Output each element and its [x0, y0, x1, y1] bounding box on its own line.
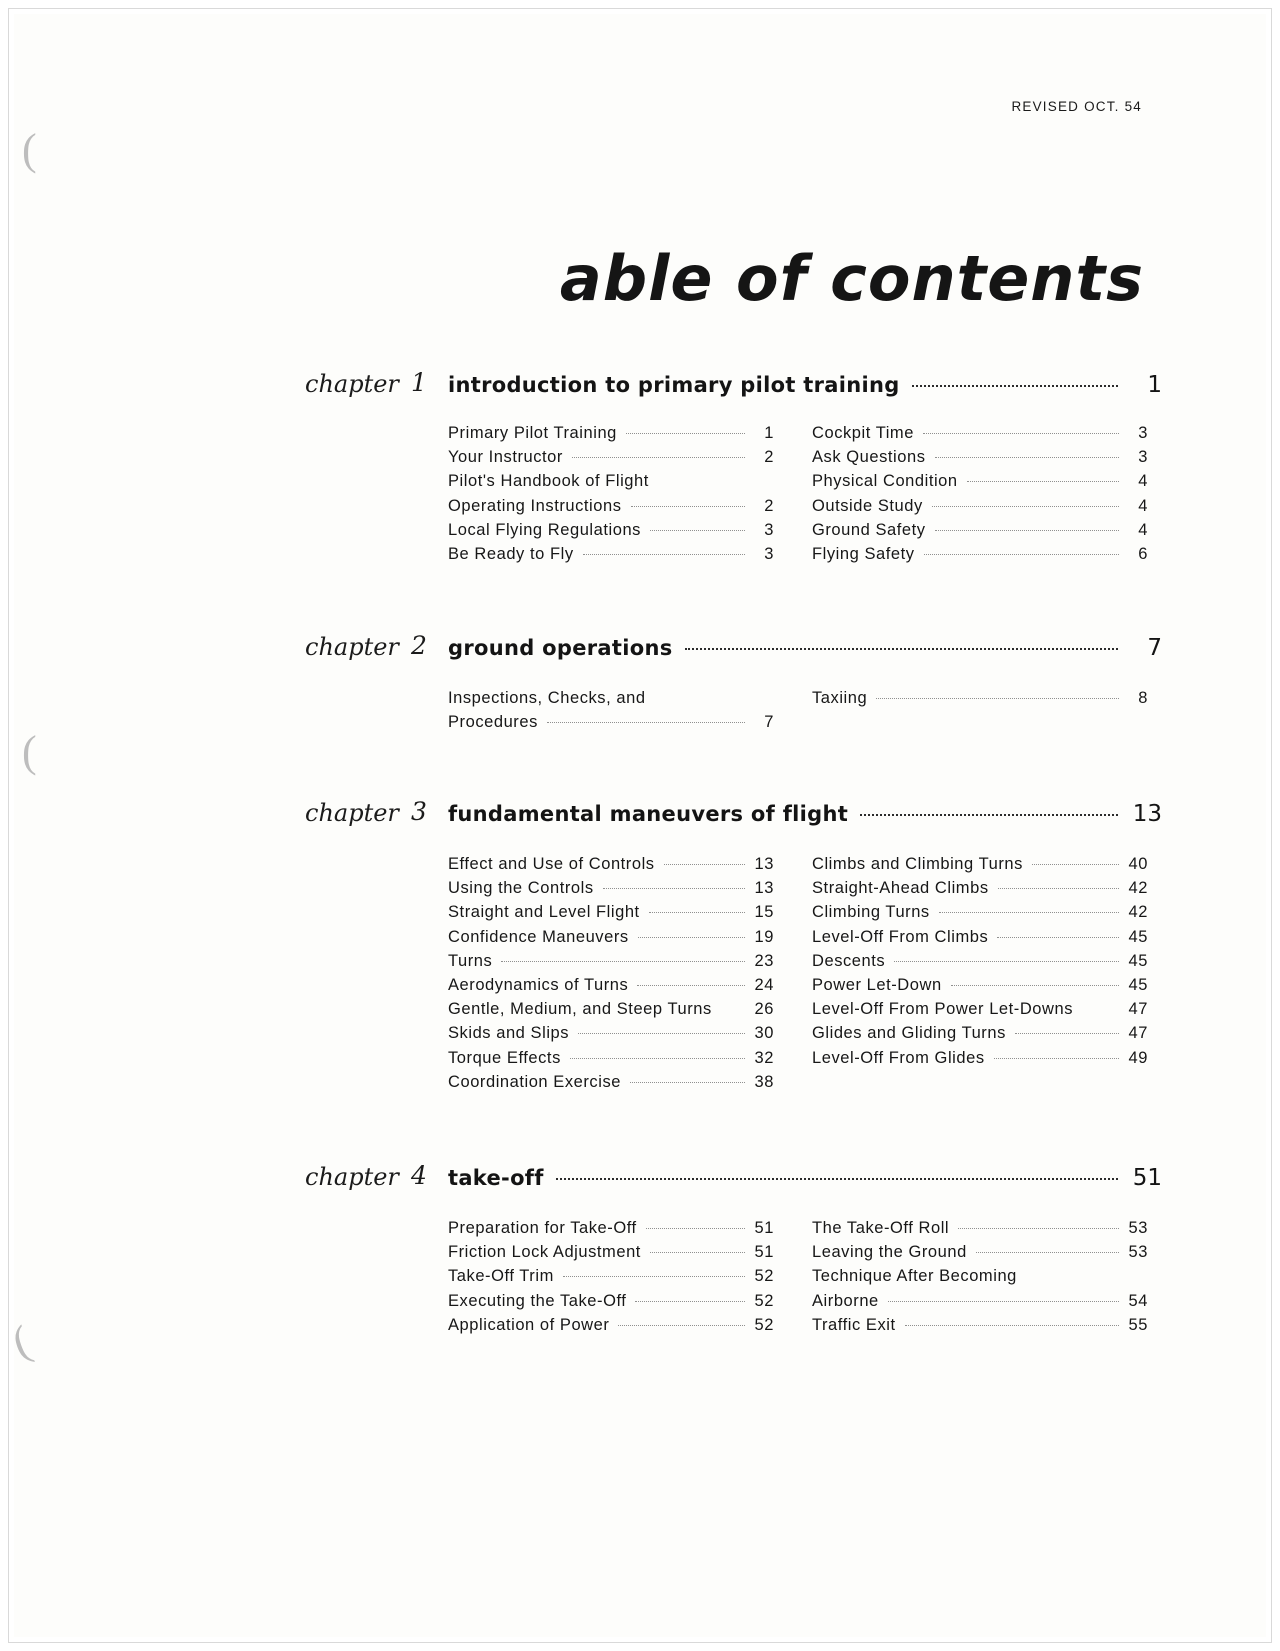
entry-dot-leader [976, 1252, 1119, 1253]
entry-dot-leader [935, 530, 1119, 531]
entry-label: Executing the Take-Off [448, 1291, 627, 1310]
toc-entry[interactable] [448, 879, 774, 903]
toc-entry[interactable] [448, 1000, 774, 1024]
toc-entry[interactable] [448, 1073, 774, 1097]
entry-page-number: 47 [1128, 1000, 1148, 1019]
entry-dot-leader [638, 937, 745, 938]
toc-entry[interactable] [812, 472, 1148, 496]
entry-label: Friction Lock Adjustment [448, 1243, 641, 1262]
entry-label: Be Ready to Fly [448, 544, 574, 563]
entry-label: Your Instructor [448, 448, 563, 467]
entry-page-number: 3 [764, 544, 774, 563]
binder-mark-middle: ( [22, 727, 37, 776]
chapter-title: introduction to primary pilot training [448, 373, 900, 397]
toc-entry[interactable] [812, 689, 1148, 713]
entry-page-number: 3 [764, 520, 774, 539]
chapter-page-number: 7 [1147, 635, 1162, 661]
entry-label: Climbing Turns [812, 903, 930, 922]
chapter-number: 4 [411, 1161, 427, 1190]
entry-label: Climbs and Climbing Turns [812, 855, 1023, 873]
entry-label: Turns [448, 951, 493, 970]
entry-label: Aerodynamics of Turns [448, 975, 629, 994]
entries-column-left [448, 424, 774, 569]
entry-page-number: 38 [754, 1072, 774, 1091]
chapter-page-number: 51 [1132, 1165, 1162, 1191]
entry-dot-leader [998, 888, 1119, 889]
chapter-heading-2[interactable] [0, 631, 1280, 671]
toc-entry[interactable] [812, 1000, 1148, 1024]
toc-entry[interactable] [812, 448, 1148, 472]
chapter-heading-4[interactable] [0, 1161, 1280, 1201]
entry-page-number: 1 [764, 424, 774, 442]
toc-entry[interactable] [448, 521, 774, 545]
entry-page-number: 51 [754, 1219, 774, 1237]
entry-page-number: 42 [1128, 879, 1148, 898]
entry-dot-leader [650, 530, 745, 531]
toc-entry[interactable] [812, 855, 1148, 879]
toc-entry[interactable] [448, 1316, 774, 1340]
chapter-block-2 [0, 631, 1280, 732]
entry-dot-leader [888, 1301, 1119, 1302]
entry-dot-leader [876, 698, 1119, 699]
entry-label: Procedures [448, 713, 538, 732]
toc-entry[interactable] [812, 545, 1148, 569]
entry-label: Traffic Exit [812, 1315, 896, 1334]
entry-label: Skids and Slips [448, 1024, 570, 1043]
entry-label: Airborne [812, 1291, 879, 1310]
page-title: able of contents [559, 241, 1144, 315]
entry-page-number: 26 [754, 1000, 774, 1019]
entry-dot-leader [935, 457, 1119, 458]
entry-page-number: 6 [1138, 544, 1148, 563]
chapter-block-4 [0, 1161, 1280, 1334]
entry-label: The Take-Off Roll [812, 1219, 950, 1237]
entry-dot-leader [637, 985, 745, 986]
chapter-word-label: chapter [305, 799, 399, 827]
entry-label: Inspections, Checks, and [448, 689, 646, 707]
toc-entry[interactable] [812, 1049, 1148, 1073]
entry-label: Gentle, Medium, and Steep Turns [448, 1000, 712, 1019]
chapter-heading-3[interactable] [0, 797, 1280, 837]
toc-entry[interactable] [448, 448, 774, 472]
entry-label: Torque Effects [448, 1048, 561, 1067]
entry-dot-leader [583, 554, 745, 555]
toc-entry[interactable] [448, 1219, 774, 1243]
entry-dot-leader [997, 937, 1119, 938]
entry-page-number: 30 [754, 1024, 774, 1043]
toc-entry[interactable] [448, 952, 774, 976]
entry-page-number: 45 [1128, 975, 1148, 994]
chapter-heading-1[interactable] [0, 368, 1280, 408]
entry-page-number: 13 [754, 855, 774, 873]
entries-column-left [448, 855, 774, 1097]
entry-page-number: 52 [754, 1291, 774, 1310]
chapter-number: 1 [411, 368, 427, 397]
entries-column-right [812, 424, 1148, 569]
revision-note: REVISED OCT. 54 [1011, 99, 1142, 114]
entry-dot-leader [626, 433, 745, 434]
chapter-block-3 [0, 797, 1280, 1091]
entry-dot-leader [958, 1228, 1119, 1229]
entry-dot-leader [994, 1058, 1119, 1059]
entry-label: Power Let-Down [812, 975, 942, 994]
entry-page-number: 55 [1128, 1315, 1148, 1334]
entry-dot-leader [618, 1325, 745, 1326]
entry-label: Flying Safety [812, 544, 915, 563]
entry-page-number: 52 [754, 1267, 774, 1286]
entry-dot-leader [951, 985, 1119, 986]
entry-page-number: 32 [754, 1048, 774, 1067]
entry-label: Using the Controls [448, 879, 594, 898]
entry-page-number: 15 [754, 903, 774, 922]
entry-dot-leader [1032, 864, 1119, 865]
entry-dot-leader [572, 457, 745, 458]
entry-dot-leader [630, 1082, 745, 1083]
entry-dot-leader [563, 1276, 745, 1277]
entry-label: Ground Safety [812, 520, 926, 539]
entry-label: Level-Off From Glides [812, 1048, 985, 1067]
entry-label: Application of Power [448, 1315, 610, 1334]
toc-entry[interactable] [812, 497, 1148, 521]
chapter-block-1 [0, 368, 1280, 563]
entry-label: Pilot's Handbook of Flight [448, 472, 649, 491]
entry-label: Take-Off Trim [448, 1267, 554, 1286]
toc-entry[interactable] [812, 976, 1148, 1000]
toc-entry[interactable] [448, 497, 774, 521]
chapter-title: ground operations [448, 636, 673, 660]
dot-leader [556, 1178, 1118, 1180]
entry-dot-leader [939, 912, 1119, 913]
entry-page-number: 2 [764, 496, 774, 515]
toc-entry[interactable] [812, 424, 1148, 448]
entry-page-number: 53 [1128, 1243, 1148, 1262]
entry-page-number: 45 [1128, 951, 1148, 970]
entry-label: Descents [812, 951, 886, 970]
entries-column-right [812, 855, 1148, 1073]
toc-entry[interactable] [812, 879, 1148, 903]
entries-column-right [812, 689, 1148, 713]
entry-dot-leader [631, 506, 745, 507]
entry-page-number: 40 [1128, 855, 1148, 873]
entry-dot-leader [603, 888, 745, 889]
entry-label: Technique After Becoming [812, 1267, 1017, 1286]
entry-dot-leader [967, 481, 1119, 482]
entry-dot-leader [578, 1033, 745, 1034]
toc-entry[interactable] [448, 689, 774, 713]
chapter-word-label: chapter [305, 633, 399, 661]
entry-page-number: 4 [1138, 496, 1148, 515]
entry-page-number: 4 [1138, 520, 1148, 539]
entry-label: Local Flying Regulations [448, 520, 641, 539]
entry-label: Straight-Ahead Climbs [812, 879, 989, 898]
toc-entry[interactable] [448, 855, 774, 879]
entry-label: Confidence Maneuvers [448, 927, 629, 946]
toc-entry[interactable] [448, 928, 774, 952]
chapter-page-number: 13 [1132, 801, 1162, 827]
entry-label: Cockpit Time [812, 424, 914, 442]
entry-page-number: 52 [754, 1315, 774, 1334]
entry-label: Preparation for Take-Off [448, 1219, 637, 1237]
entry-page-number: 49 [1128, 1048, 1148, 1067]
dot-leader [685, 648, 1118, 650]
entry-dot-leader [932, 506, 1119, 507]
entry-dot-leader [547, 722, 745, 723]
chapter-title: fundamental maneuvers of flight [448, 802, 849, 826]
toc-entry[interactable] [448, 1267, 774, 1291]
entry-dot-leader [1015, 1033, 1119, 1034]
entry-dot-leader [923, 433, 1119, 434]
toc-entry[interactable] [448, 1243, 774, 1267]
toc-entry[interactable] [448, 1292, 774, 1316]
entry-dot-leader [635, 1301, 745, 1302]
entry-dot-leader [501, 961, 745, 962]
toc-entry[interactable] [812, 1267, 1148, 1291]
chapter-number: 2 [411, 631, 427, 660]
entry-page-number: 4 [1138, 472, 1148, 491]
entry-page-number: 8 [1138, 689, 1148, 707]
toc-entry[interactable] [448, 903, 774, 927]
entries-column-right [812, 1219, 1148, 1340]
entry-label: Glides and Gliding Turns [812, 1024, 1006, 1043]
entry-label: Operating Instructions [448, 496, 622, 515]
entry-page-number: 54 [1128, 1291, 1148, 1310]
entry-dot-leader [905, 1325, 1119, 1326]
entry-dot-leader [570, 1058, 745, 1059]
entry-dot-leader [646, 1228, 745, 1229]
entry-label: Leaving the Ground [812, 1243, 967, 1262]
entry-label: Ask Questions [812, 448, 926, 467]
binder-mark-top: ( [22, 125, 37, 174]
entry-dot-leader [924, 554, 1119, 555]
toc-entry[interactable] [448, 1049, 774, 1073]
entry-label: Effect and Use of Controls [448, 855, 655, 873]
entry-page-number: 23 [754, 951, 774, 970]
entry-label: Straight and Level Flight [448, 903, 640, 922]
entry-page-number: 13 [754, 879, 774, 898]
entry-page-number: 45 [1128, 927, 1148, 946]
dot-leader [912, 385, 1118, 387]
chapter-number: 3 [411, 797, 427, 826]
entries-column-left [448, 689, 774, 737]
entry-dot-leader [649, 912, 745, 913]
toc-entry[interactable] [448, 976, 774, 1000]
toc-entry[interactable] [812, 952, 1148, 976]
entry-label: Level-Off From Power Let-Downs [812, 1000, 1074, 1019]
entry-page-number: 3 [1138, 448, 1148, 467]
binder-mark-bottom: ( [5, 1316, 37, 1368]
chapter-title: take-off [448, 1166, 544, 1190]
entry-page-number: 2 [764, 448, 774, 467]
toc-entry[interactable] [448, 1024, 774, 1048]
entries-column-left [448, 1219, 774, 1340]
entry-label: Coordination Exercise [448, 1072, 621, 1091]
toc-entry[interactable] [812, 1024, 1148, 1048]
toc-entry[interactable] [448, 424, 774, 448]
toc-entry[interactable] [448, 472, 774, 496]
toc-entry[interactable] [812, 1219, 1148, 1243]
entry-label: Physical Condition [812, 472, 958, 491]
toc-entry[interactable] [812, 1292, 1148, 1316]
toc-entry[interactable] [812, 521, 1148, 545]
entry-label: Taxiing [812, 689, 868, 707]
entry-page-number: 53 [1128, 1219, 1148, 1237]
entry-label: Primary Pilot Training [448, 424, 617, 442]
chapter-page-number: 1 [1147, 372, 1162, 398]
entry-label: Level-Off From Climbs [812, 927, 989, 946]
toc-entry[interactable] [812, 1243, 1148, 1267]
entry-dot-leader [664, 864, 745, 865]
entry-page-number: 24 [754, 975, 774, 994]
entry-dot-leader [894, 961, 1119, 962]
entry-dot-leader [650, 1252, 745, 1253]
entry-page-number: 19 [754, 927, 774, 946]
toc-entry[interactable] [812, 903, 1148, 927]
chapter-word-label: chapter [305, 370, 399, 398]
toc-entry[interactable] [448, 545, 774, 569]
entry-label: Outside Study [812, 496, 923, 515]
dot-leader [860, 814, 1118, 816]
entry-page-number: 7 [764, 713, 774, 732]
entry-page-number: 3 [1138, 424, 1148, 442]
entry-page-number: 51 [754, 1243, 774, 1262]
toc-entry[interactable] [812, 1316, 1148, 1340]
toc-entry[interactable] [448, 713, 774, 737]
toc-entry[interactable] [812, 928, 1148, 952]
entry-page-number: 42 [1128, 903, 1148, 922]
chapter-word-label: chapter [305, 1163, 399, 1191]
entry-page-number: 47 [1128, 1024, 1148, 1043]
